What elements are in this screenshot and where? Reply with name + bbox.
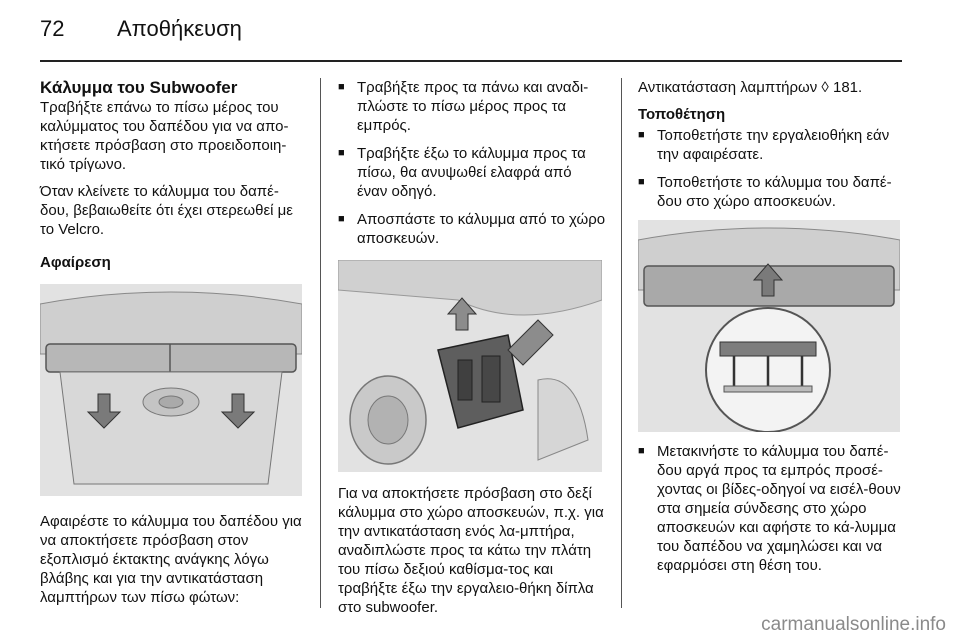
install-heading: Τοποθέτηση xyxy=(638,106,726,123)
column-divider-right xyxy=(621,78,622,608)
list-item: ■ Τοποθετήστε το κάλυμμα του δαπέ-δου στο χώρο αποσκευών. xyxy=(638,173,902,211)
column-2 xyxy=(338,78,606,625)
list-item: ■ Τραβήξτε έξω το κάλυμμα προς τα πίσω, θα ανυψωθεί ελαφρά από έναν οδηγό. xyxy=(338,144,606,201)
tool-box-illustration xyxy=(338,260,602,472)
column-1 xyxy=(40,78,302,615)
list-item: ■ Αποσπάστε το κάλυμμα από το χώρο αποσκευών. xyxy=(338,210,606,248)
removal-steps-list xyxy=(338,78,606,248)
access-paragraph: Για να αποκτήσετε πρόσβαση στο δεξί κάλυμμα στο χώρο αποσκευών, π.χ. για την αντικατάσταση ενός λα-μπτήρα, αναδιπλώστε προς τα κάτω την πλάτη του πίσω δεξιού καθίσμα-τος και τραβήξτε έξω την εργαλειο-θήκη δίπλα στο subwoofer. xyxy=(338,485,604,616)
list-item: ■ Τραβήξτε προς τα πάνω και αναδι-πλώστε το πίσω μέρος προς τα εμπρός. xyxy=(338,78,606,135)
page-heading: Αποθήκευση xyxy=(117,16,242,41)
page-number: 72 xyxy=(40,16,65,41)
velcro-paragraph: Όταν κλείνετε το κάλυμμα του δαπέ-δου, βεβαιωθείτε ότι έχει στερεωθεί με το Velcro. xyxy=(40,183,293,238)
column-3 xyxy=(638,78,902,584)
removal-paragraph: Αφαιρέστε το κάλυμμα του δαπέδου για να αποκτήσετε πρόσβαση στον εξοπλισμό έκτακτης ανάγκης λόγω βλάβης και για την αντικατάσταση λαμπτήρων των πίσω φώτων: xyxy=(40,513,302,606)
list-item: ■ Μετακινήστε το κάλυμμα του δαπέ-δου αργά προς τα εμπρός προσέ-χοντας οι βίδες-οδηγοί να εισέλ-θουν στα σημεία σύνδεσης στο χώρο αποσκευών και αφήστε το κά-λυμμα του δαπέδου να χαμηλώσει και να εφαρμόσει στη θέση του. xyxy=(638,442,902,575)
watermark: carmanualsonline.info xyxy=(761,614,946,635)
floor-cover-install-illustration xyxy=(638,220,900,432)
column-divider-left xyxy=(320,78,321,608)
intro-paragraph: Τραβήξτε επάνω το πίσω μέρος του καλύμματος του δαπέδου για να απο-κτήσετε πρόσβαση στο προειδοποιη-τικό τρίγωνο. xyxy=(40,99,289,173)
bulb-reference: Αντικατάσταση λαμπτήρων ◊ 181. xyxy=(638,79,863,96)
header-rule xyxy=(40,60,902,62)
install-steps-list-continued xyxy=(638,442,902,575)
section-title: Κάλυμμα του Subwoofer xyxy=(40,78,238,97)
install-steps-list xyxy=(638,126,902,211)
list-item: ■ Τοποθετήστε την εργαλειοθήκη εάν την αφαιρέσατε. xyxy=(638,126,902,164)
floor-cover-removal-illustration xyxy=(40,284,302,496)
removal-heading: Αφαίρεση xyxy=(40,254,111,271)
